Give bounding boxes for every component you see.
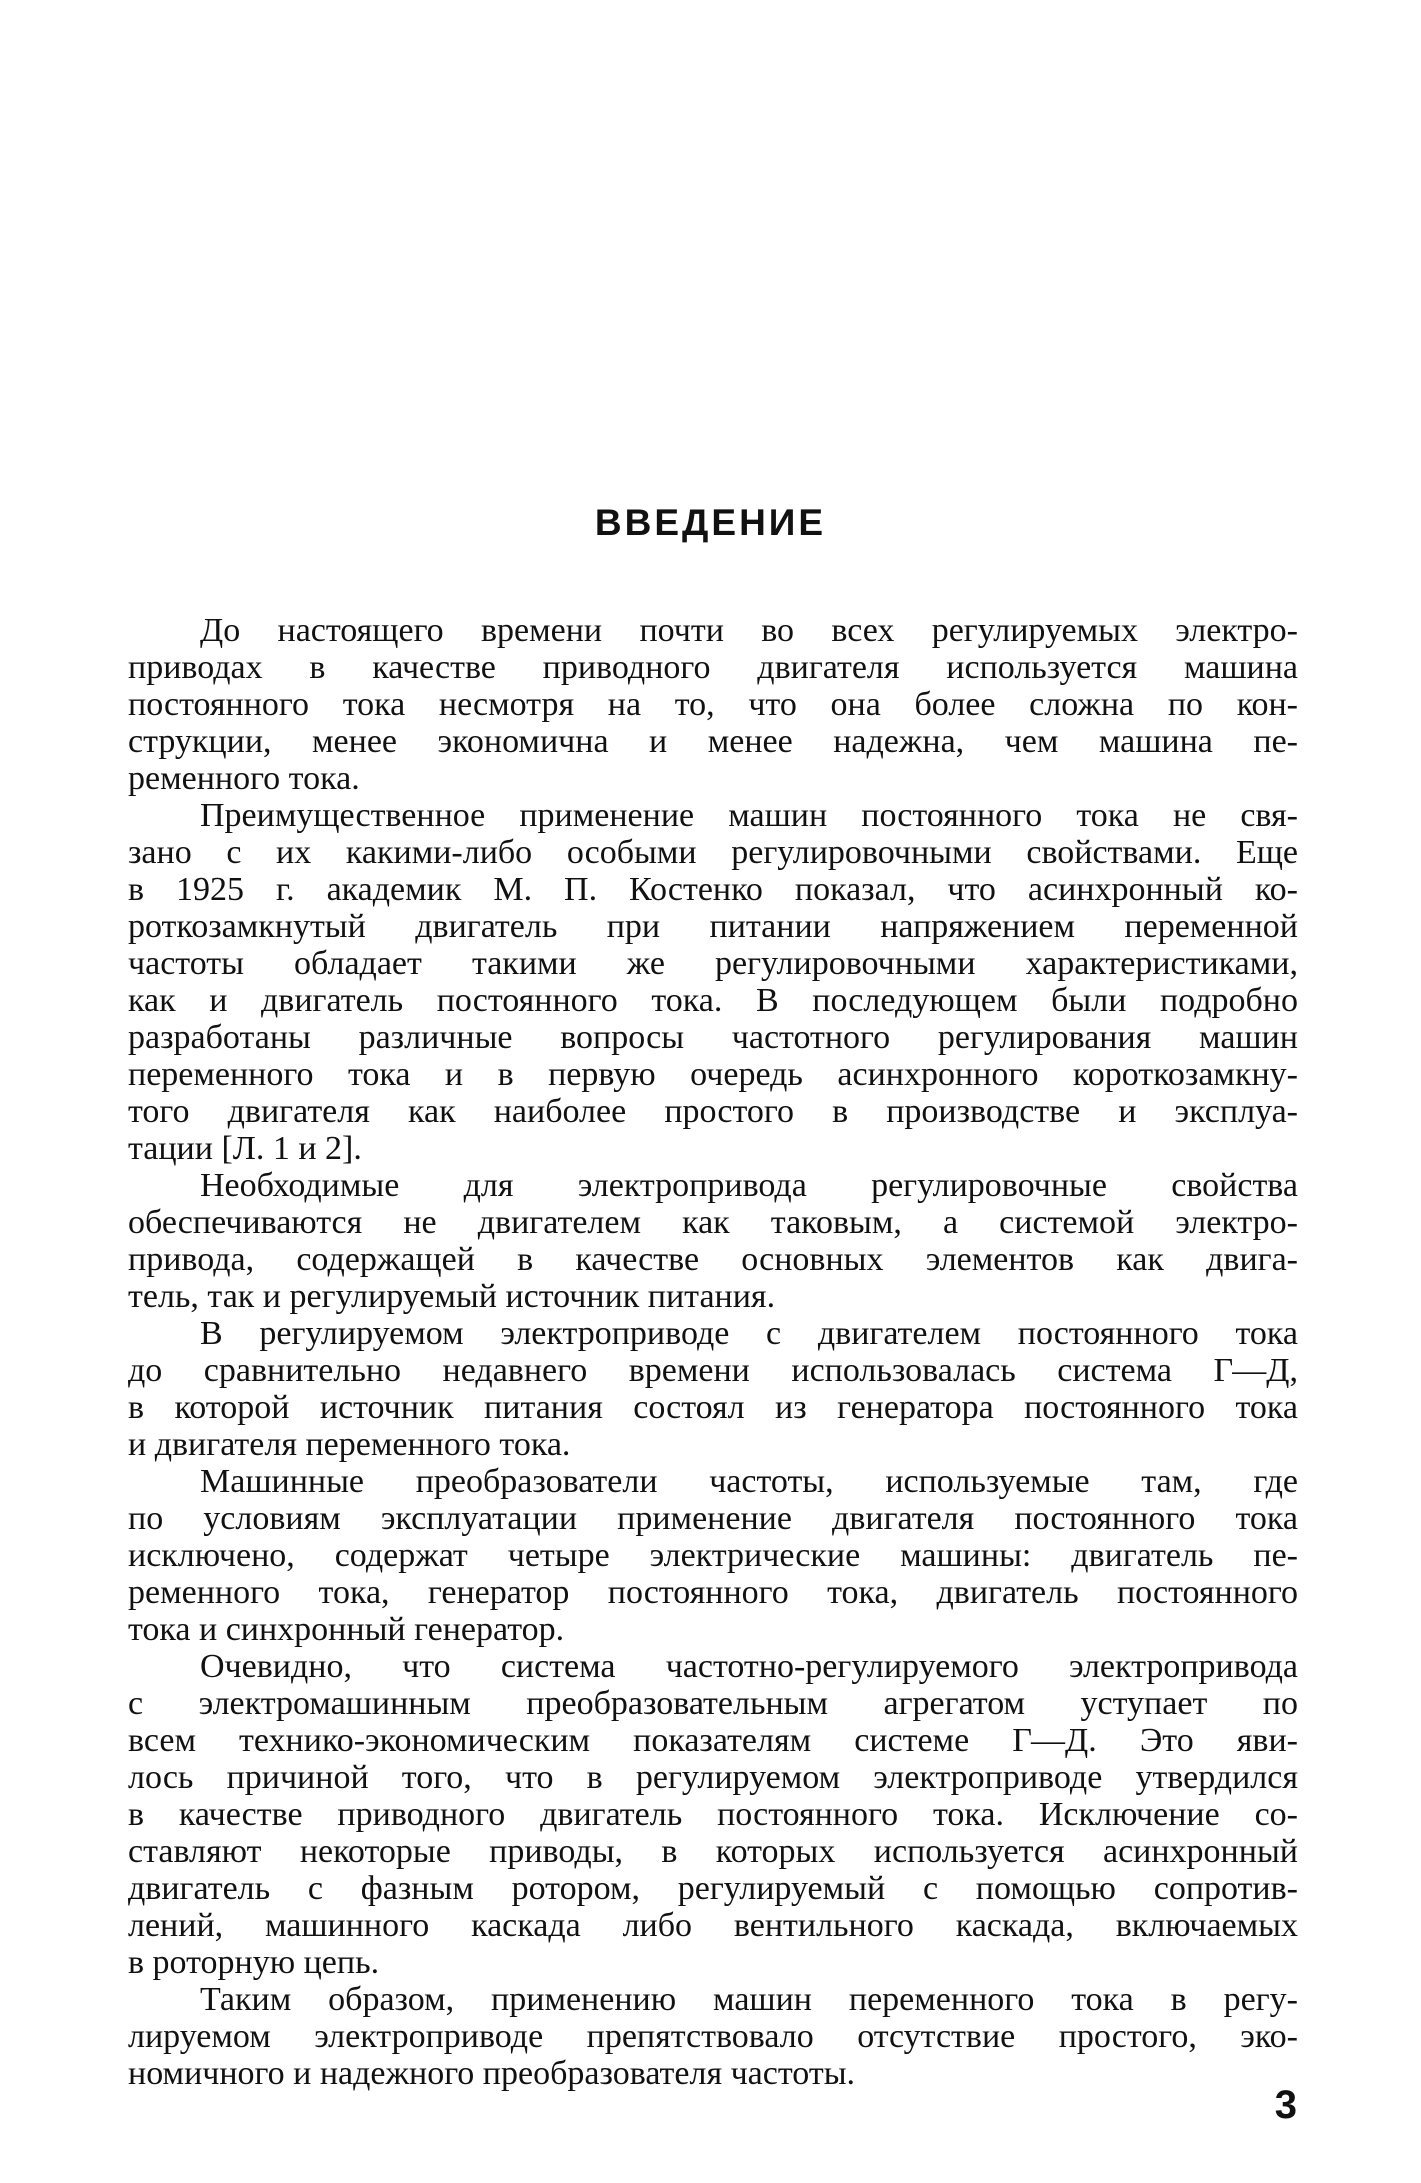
text-line: в роторную цепь.	[128, 1944, 380, 1981]
text-line: того двигателя как наиболее простого в производстве и эксплуа-	[128, 1093, 1298, 1130]
text-line: зано с их какими-либо особыми регулировочными свойствами. Еще	[128, 834, 1298, 871]
text-line: ставляют некоторые приводы, в которых используется асинхронный	[128, 1833, 1298, 1870]
paragraph	[128, 1648, 1298, 1981]
text-line: ременного тока.	[128, 760, 360, 797]
text-line: лось причиной того, что в регулируемом электроприводе утвердился	[128, 1759, 1298, 1796]
text-line: Преимущественное применение машин постоянного тока не свя-	[200, 797, 1298, 834]
text-line: тель, так и регулируемый источник питания.	[128, 1278, 776, 1315]
text-line: всем технико-экономическим показателям системе Г—Д. Это яви-	[128, 1722, 1298, 1759]
text-line: приводах в качестве приводного двигателя используется машина	[128, 649, 1298, 686]
paragraph	[128, 612, 1298, 797]
text-line: двигатель с фазным ротором, регулируемый с помощью сопротив-	[128, 1870, 1298, 1907]
text-line: переменного тока и в первую очередь асинхронного короткозамкну-	[128, 1056, 1298, 1093]
text-line: в которой источник питания состоял из генератора постоянного тока	[128, 1389, 1298, 1426]
paragraph	[128, 797, 1298, 1167]
text-line: Машинные преобразователи частоты, используемые там, где	[200, 1463, 1298, 1500]
text-line: номичного и надежного преобразователя частоты.	[128, 2055, 856, 2092]
text-line: лируемом электроприводе препятствовало отсутствие простого, эко-	[128, 2018, 1298, 2055]
text-line: как и двигатель постоянного тока. В последующем были подробно	[128, 982, 1298, 1019]
text-line: тока и синхронный генератор.	[128, 1611, 565, 1648]
text-line: исключено, содержат четыре электрические машины: двигатель пе-	[128, 1537, 1298, 1574]
text-line: Необходимые для электропривода регулировочные свойства	[200, 1167, 1298, 1204]
text-line: привода, содержащей в качестве основных элементов как двига-	[128, 1241, 1298, 1278]
page-title: ВВЕДЕНИЕ	[594, 502, 827, 543]
text-line: струкции, менее экономична и менее надежна, чем машина пе-	[128, 723, 1298, 760]
text-line: разработаны различные вопросы частотного регулирования машин	[128, 1019, 1298, 1056]
text-line: Таким образом, применению машин переменного тока в регу-	[200, 1981, 1298, 2018]
text-line: До настоящего времени почти во всех регулируемых электро-	[200, 612, 1298, 649]
text-line: с электромашинным преобразовательным агрегатом уступает по	[128, 1685, 1298, 1722]
text-line: лений, машинного каскада либо вентильного каскада, включаемых	[128, 1907, 1298, 1944]
text-line: постоянного тока несмотря на то, что она более сложна по кон-	[128, 686, 1298, 723]
text-line: ременного тока, генератор постоянного тока, двигатель постоянного	[128, 1574, 1298, 1611]
text-line: обеспечиваются не двигателем как таковым, а системой электро-	[128, 1204, 1298, 1241]
text-line: В регулируемом электроприводе с двигателем постоянного тока	[200, 1315, 1298, 1352]
paragraph	[128, 1981, 1298, 2092]
text-line: до сравнительно недавнего времени использовалась система Г—Д,	[128, 1352, 1298, 1389]
text-line: в 1925 г. академик М. П. Костенко показал, что асинхронный ко-	[128, 871, 1298, 908]
text-line: Очевидно, что система частотно-регулируемого электропривода	[200, 1648, 1298, 1685]
text-line: частоты обладает такими же регулировочными характеристиками,	[128, 945, 1298, 982]
text-line: в качестве приводного двигатель постоянного тока. Исключение со-	[128, 1796, 1298, 1833]
text-line: роткозамкнутый двигатель при питании напряжением переменной	[128, 908, 1298, 945]
text-line: по условиям эксплуатации применение двигателя постоянного тока	[128, 1500, 1298, 1537]
paragraph	[128, 1167, 1298, 1315]
paragraph	[128, 1463, 1298, 1648]
text-line: тации [Л. 1 и 2].	[128, 1130, 362, 1167]
paragraph	[128, 1315, 1298, 1463]
text-line: и двигателя переменного тока.	[128, 1426, 571, 1463]
page-number: 3	[1274, 2083, 1297, 2127]
body-text	[128, 612, 1298, 2092]
